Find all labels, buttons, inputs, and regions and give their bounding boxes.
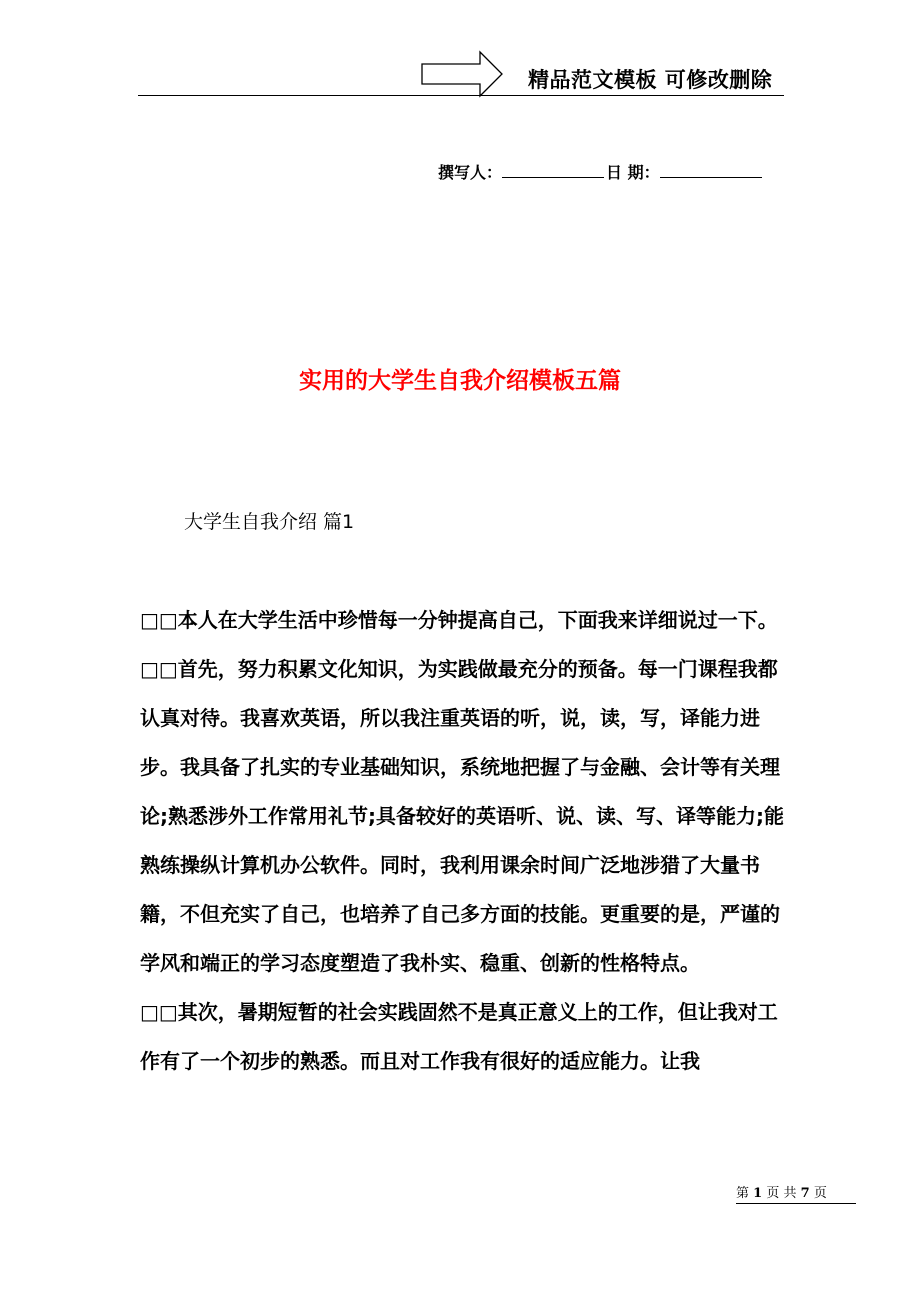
arrow-right-icon [420,50,504,98]
author-blank [502,163,604,178]
author-label: 撰写人： [438,163,503,182]
footer-rule [736,1203,856,1204]
footer-label: 页 [766,1186,780,1201]
header-title: 精品范文模板 可修改删除 [528,68,773,92]
total-pages-number: 7 [800,1186,810,1201]
author-date-line [438,160,764,183]
document-title: 实用的大学生自我介绍模板五篇 [299,368,621,394]
body-text [140,596,785,1086]
paragraph-1 [140,596,785,645]
current-page-number: 1 [753,1186,763,1201]
indent-glyph: □□ [140,657,178,681]
paragraph-text: 本人在大学生活中珍惜每一分钟提高自己，下面我来详细说过一下。 [177,608,778,632]
section-heading: 大学生自我介绍 篇1 [184,511,355,533]
paragraph-3 [140,988,785,1086]
footer-label: 第 [736,1186,750,1201]
paragraph-2 [140,645,785,988]
footer-label: 页 [813,1186,827,1201]
paragraph-text: 其次，暑期短暂的社会实践固然不是真正意义上的工作，但让我对工作有了一个初步的熟悉。而且对工作我有很好的适应能力。让我 [140,1000,778,1073]
paragraph-text: 首先，努力积累文化知识，为实践做最充分的预备。每一门课程我都认真对待。我喜欢英语，所以我注重英语的听，说，读，写，译能力进步。我具备了扎实的专业基础知识，系统地把握了与金融、会计等有关理论;熟悉涉外工作常用礼节;具备较好的英语听、说、读、写、译等能力;能熟练操纵计算机办公软件。同时，我利用课余时间广泛地涉猎了大量书籍，不但充实了自己，也培养了自己多方面的技能。更重要的是，严谨的学风和端正的学习态度塑造了我朴实、稳重、创新的性格特点。 [140,657,784,975]
page-footer [736,1182,827,1201]
indent-glyph: □□ [140,608,178,632]
footer-label: 共 [783,1186,797,1201]
indent-glyph: □□ [140,1000,178,1024]
date-label: 日 期： [606,163,660,182]
header-rule [138,95,784,96]
date-blank [660,163,762,178]
